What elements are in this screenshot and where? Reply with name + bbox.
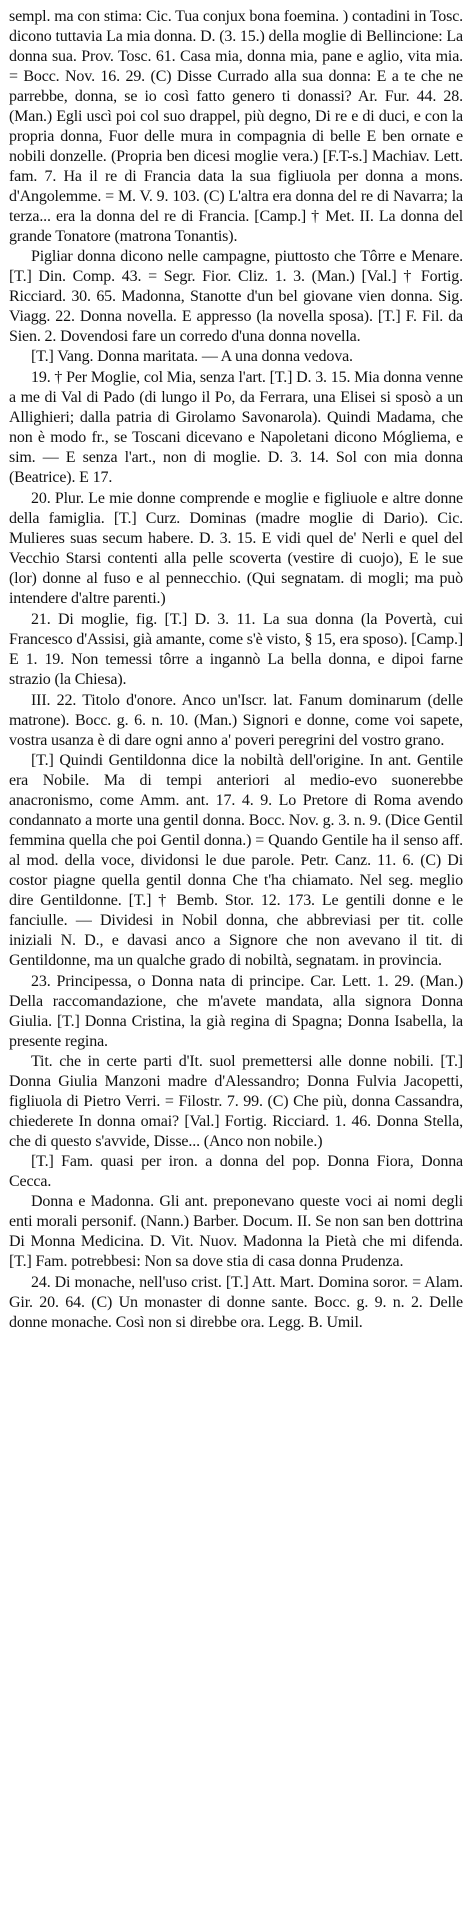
- donna-del-popolo-paragraph: [T.] Fam. quasi per iron. a donna del pop. Donna Fiora, Donna Cecca.: [9, 1153, 463, 1190]
- donna-maritata-paragraph: [T.] Vang. Donna maritata. — A una donna vedova.: [31, 348, 353, 365]
- section-24-paragraph: 24. Di monache, nell'uso crist. [T.] Att. Mart. Domina soror. = Alam. Gir. 20. 64. (C) Un monaster di donne sante. Bocc. g. 9. n. 2. Delle donne monache. Così non si direbbe ora. Legg. B. Umil.: [9, 1274, 463, 1331]
- titolo-donne-nobili-paragraph: Tit. che in certe parti d'It. suol premettersi alle donne nobili. [T.] Donna Giulia Manzoni madre d'Alessandro; Donna Fulvia Jacopetti, figliuola di Pietro Verri. = Filostr. 7. 99. (C) Che più, donna Cassandra, chiederete In donna omai? [Val.] Fortig. Ricciard. 1. 46. Donna Stella, che di questo s'avvide, Disse... (Anco non nobile.): [9, 1053, 463, 1150]
- section-20-paragraph: 20. Plur. Le mie donne comprende e moglie e figliuole e altre donne della famiglia. [T.] Curz. Dominas (madre moglie di Dario). Cic. Mulieres suas secum habere. D. 3. 15. E vidi quel de' Nerli e quel del Vecchio Starsi contenti alla pelle scoverta (vestire di cuojo), E le sue (lor) donne al fuso e al pennecchio. (Qui segnatam. di mogli; ma può intendere d'altre parenti.): [9, 490, 463, 607]
- section-19-paragraph: 19. † Per Moglie, col Mia, senza l'art. [T.] D. 3. 15. Mia donna venne a me di Val di Pado (di lungo il Po, da Ferrara, una Elisei si sposò a un Allighieri; dalla patria di Girolamo Savonarola). Quindi Madama, che non è modo fr., se Toscani dicevano e Napoletani dicono Mógliema, e sim. — E senza l'art., non di moglie. D. 3. 14. Sol con mia donna (Beatrice). E 17.: [9, 369, 463, 486]
- section-22-paragraph: III. 22. Titolo d'onore. Anco un'Iscr. lat. Fanum dominarum (delle matrone). Bocc. g. 6. n. 10. (Man.) Signori e donne, come voi sapete, vostra usanza è di dare ogni anno a' poveri peregrini del vostro grano.: [9, 692, 463, 749]
- section-21-paragraph: 21. Di moglie, fig. [T.] D. 3. 11. La sua donna (la Povertà, cui Francesco d'Assisi, già amante, come s'è visto, § 15, era sposo). [Camp.] E 1. 19. Non temessi tôrre a ingannò La bella donna, e dipoi farne strazio (la Chiesa).: [9, 611, 463, 688]
- entry-continuation-paragraph: sempl. ma con stima: Cic. Tua conjux bona foemina. ) contadini in Tosc. dicono tuttavia La mia donna. D. (3. 15.) della moglie di Bellincione: La donna sua. Prov. Tosc. 61. Casa mia, donna mia, pane e aglio, vita mia. = Bocc. Nov. 16. 29. (C) Disse Currado alla sua donna: E a te che ne parrebbe, donna, se io così fatto genero ti donassi? Ar. Fur. 44. 28. (Man.) Egli uscì poi col suo drappel, più degno, Di re e di duci, e con la propria donna, Fuor delle mura in compagnia di belle E ben ornate e nobili donzelle. (Propria ben dicesi moglie vera.) [F.T-s.] Machiav. Lett. fam. 7. Ha il re di Francia data la sua figliuola per donna a mons. d'Angolemme. = M. V. 9. 103. (C) L'altra era donna del re di Navarra; la terza... era la donna del re di Francia. [Camp.] † Met. II. La donna del grande Tonatore (matrona Tonantis).: [9, 8, 463, 245]
- gentildonna-paragraph: [T.] Quindi Gentildonna dice la nobiltà dell'origine. In ant. Gentile era Nobile. Ma di tempi anteriori al medio-evo suonerebbe anacronismo, come Amm. ant. 17. 4. 9. Lo Pretore di Roma avendo condannato a morte una gentil donna. Bocc. Nov. g. 3. n. 9. (Dice Gentil femmina quella che poi Gentil donna.) = Quando Gentile ha il senso aff. al mod. della voce, dividonsi le due parole. Petr. Canz. 11. 6. (C) Di costor piagne quella gentil donna Che t'ha chiamato. Nel seg. meglio dire Gentildonne. [T.] † Bemb. Stor. 12. 173. Le gentili donne e le fanciulle. — Dividesi in Nobil donna, che abbreviasi per tit. colle iniziali N. D., e davasi anco a Signore che non avevano il tit. di Gentildonne, ma un qualche grado di nobiltà, segnatam. in provincia.: [9, 752, 463, 969]
- pigliar-donna-paragraph: Pigliar donna dicono nelle campagne, piuttosto che Tôrre e Menare. [T.] Din. Comp. 43. = Segr. Fior. Cliz. 1. 3. (Man.) [Val.] † Fortig. Ricciard. 30. 65. Madonna, Stanotte d'un bel giovane vien donna. Sig. Viagg. 22. Donna novella. E appresso (la novella sposa). [T.] F. Fil. da Sien. 2. Dovendosi fare un corredo d'una donna novella.: [9, 248, 463, 345]
- section-23-paragraph: 23. Principessa, o Donna nata di principe. Car. Lett. 1. 29. (Man.) Della raccomandazione, che m'avete mandata, alla signora Donna Giulia. [T.] Donna Cristina, la già regina di Spagna; Donna Isabella, la presente regina.: [9, 973, 463, 1050]
- donna-e-madonna-paragraph: Donna e Madonna. Gli ant. preponevano queste voci ai nomi degli enti morali personif. (Nann.) Barber. Docum. II. Se non san ben dottrina Di Monna Medicina. D. Vit. Nuov. Madonna la Pietà che mi difenda. [T.] Fam. potrebbesi: Non sa dove stia di casa donna Prudenza.: [9, 1193, 463, 1270]
